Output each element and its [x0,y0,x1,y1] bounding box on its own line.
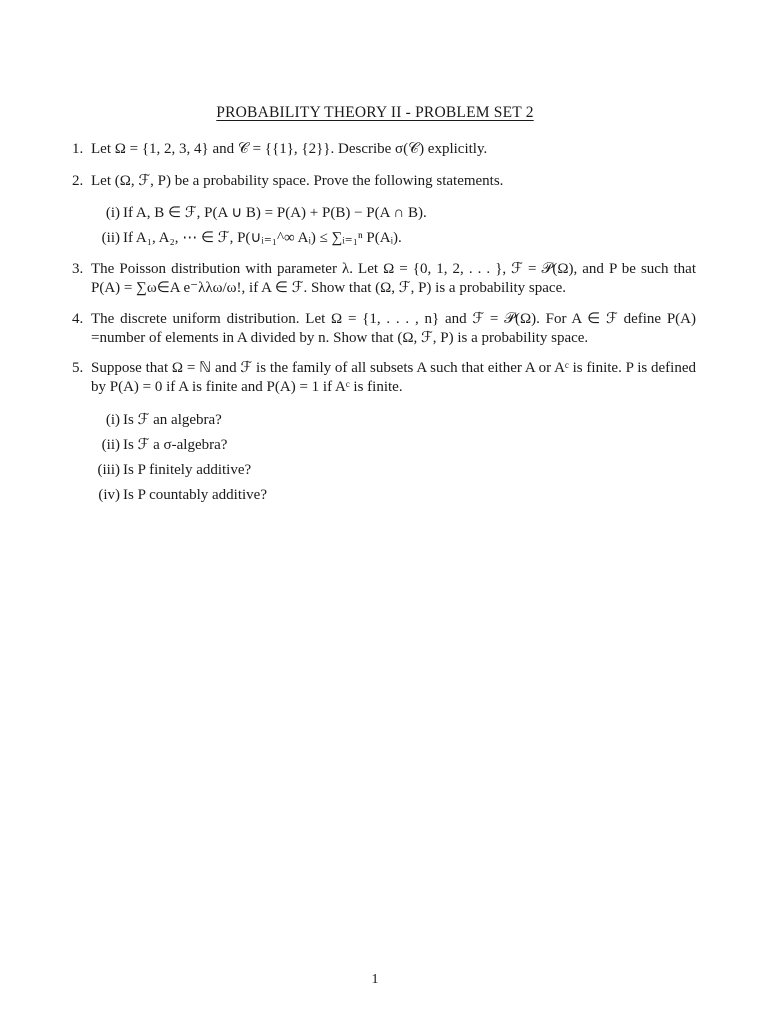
subitem-text: Is ℱ an algebra? [123,412,222,428]
problem-number: 4. [72,311,84,327]
problem-2-subitems [92,204,692,254]
problem-3 [72,260,696,298]
problem-number: 2. [72,173,84,189]
subitem-text: If A₁, A₂, ⋯ ∈ ℱ, P(∪ᵢ₌₁^∞ Aᵢ) ≤ ∑ᵢ₌₁ⁿ P(Aᵢ). [123,230,402,246]
subitem-label: (i) [105,205,120,221]
subitem [92,411,692,436]
page-title: PROBABILITY THEORY II - PROBLEM SET 2 [216,104,534,121]
problem-1 [72,140,696,159]
subitem [92,486,692,511]
subitem-label: (iii) [97,462,120,478]
problem-5 [72,359,696,397]
subitem [92,204,692,229]
problem-text: Let (Ω, ℱ, P) be a probability space. Prove the following statements. [91,173,504,189]
problem-text: The Poisson distribution with parameter λ. Let Ω = {0, 1, 2, . . . }, ℱ = 𝒫(Ω), and P be such that P(A) = ∑ω∈A e⁻λλω/ω!, if A ∈ ℱ. Show that (Ω, ℱ, P) is a probability space. [91,261,696,296]
subitem-text: Is ℱ a σ-algebra? [123,437,228,453]
problem-2 [72,172,696,191]
subitem-label: (ii) [101,230,120,246]
problem-text: Suppose that Ω = ℕ and ℱ is the family of all subsets A such that either A or Aᶜ is finite. P is defined by P(A) = 0 if A is finite and P(A) = 1 if Aᶜ is finite. [91,360,696,395]
subitem [92,436,692,461]
problem-number: 5. [72,360,84,376]
subitem-label: (i) [105,412,120,428]
subitem-label: (ii) [101,437,120,453]
subitem-text: Is P countably additive? [123,487,267,503]
problem-text: The discrete uniform distribution. Let Ω = {1, . . . , n} and ℱ = 𝒫(Ω). For A ∈ ℱ define P(A) =number of elements in A divided by n. Show that (Ω, ℱ, P) is a probability space. [91,311,696,346]
subitem [92,229,692,254]
page-number: 1 [371,972,379,987]
subitem-text: Is P finitely additive? [123,462,252,478]
subitem-label: (iv) [98,487,120,503]
subitem-text: If A, B ∈ ℱ, P(A ∪ B) = P(A) + P(B) − P(A ∩ B). [123,205,427,221]
problem-4 [72,310,696,348]
problem-number: 3. [72,261,84,277]
problem-text: Let Ω = {1, 2, 3, 4} and 𝒞 = {{1}, {2}}. Describe σ(𝒞) explicitly. [91,141,488,157]
problem-number: 1. [72,141,84,157]
subitem [92,461,692,486]
problem-5-subitems [92,411,692,511]
